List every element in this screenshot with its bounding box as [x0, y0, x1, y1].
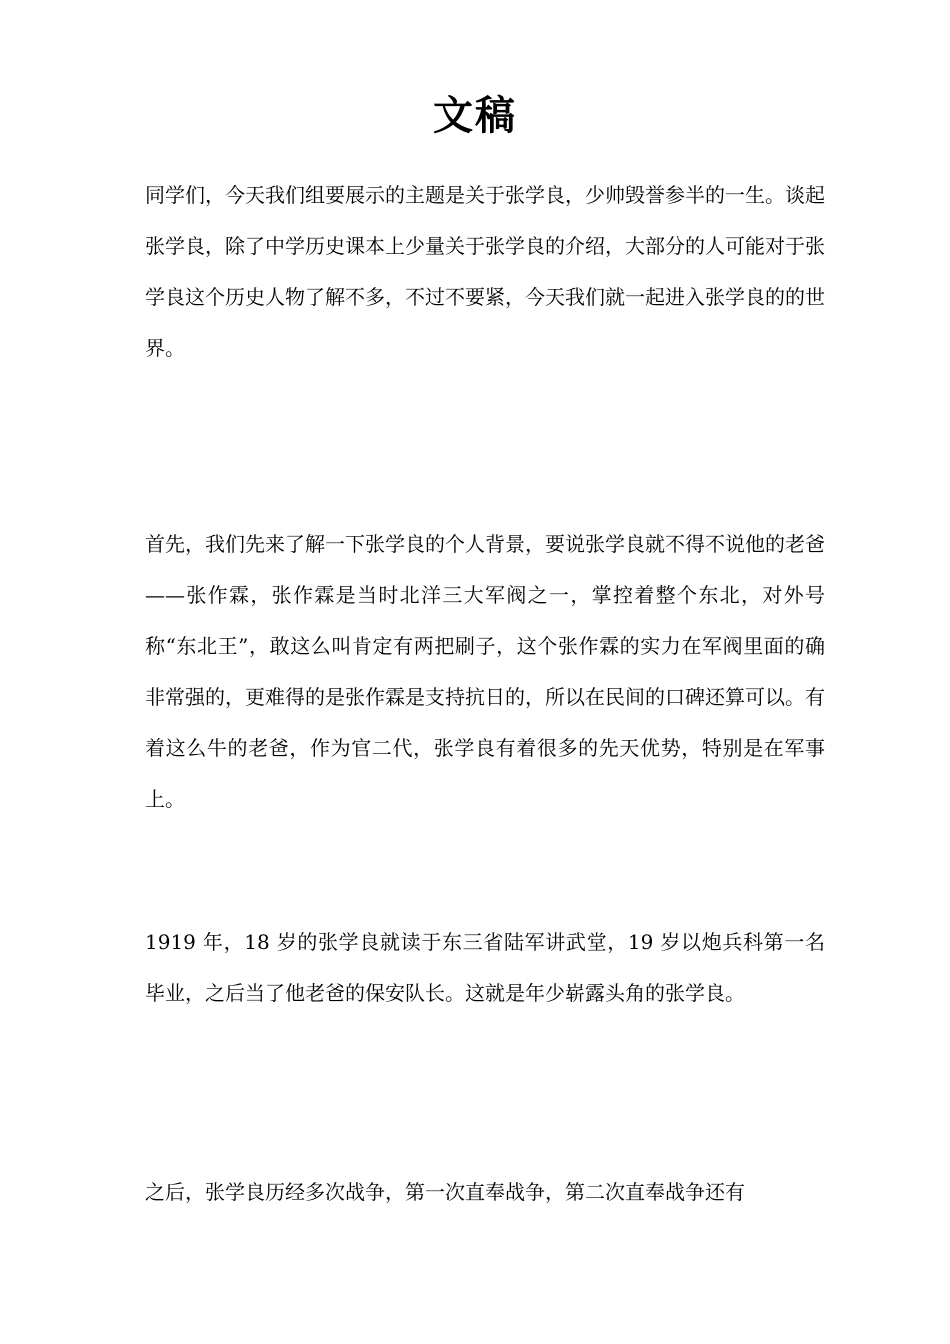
paragraph-wars: 之后，张学良历经多次战争，第一次直奉战争，第二次直奉战争还有 — [145, 1180, 745, 1204]
document-title: 文稿 — [433, 93, 517, 139]
paragraph-background: 首先，我们先来了解一下张学良的个人背景，要说张学良就不得不说他的老爸——张作霖，张作霖是当时北洋三大军阀之一，掌控着整个东北，对外号称“东北王”，敢这么叫肯定有两把刷子，这个张作霖的实力在军阀里面的确非常强的，更难得的是张作霖是支持抗日的，所以在民间的口碑还算可以。有着这么牛的老爸，作为官二代，张学良有着很多的先天优势，特别是在军事上。 — [145, 532, 825, 811]
paragraph-intro: 同学们，今天我们组要展示的主题是关于张学良，少帅毁誉参半的一生。谈起张学良，除了中学历史课本上少量关于张学良的介绍，大部分的人可能对于张学良这个历史人物了解不多，不过不要紧，今天我们就一起进入张学良的的世界。 — [145, 183, 825, 360]
paragraph-1919: 1919 年，18 岁的张学良就读于东三省陆军讲武堂，19 岁以炮兵科第一名毕业，之后当了他老爸的保安队长。这就是年少崭露头角的张学良。 — [145, 930, 825, 1005]
